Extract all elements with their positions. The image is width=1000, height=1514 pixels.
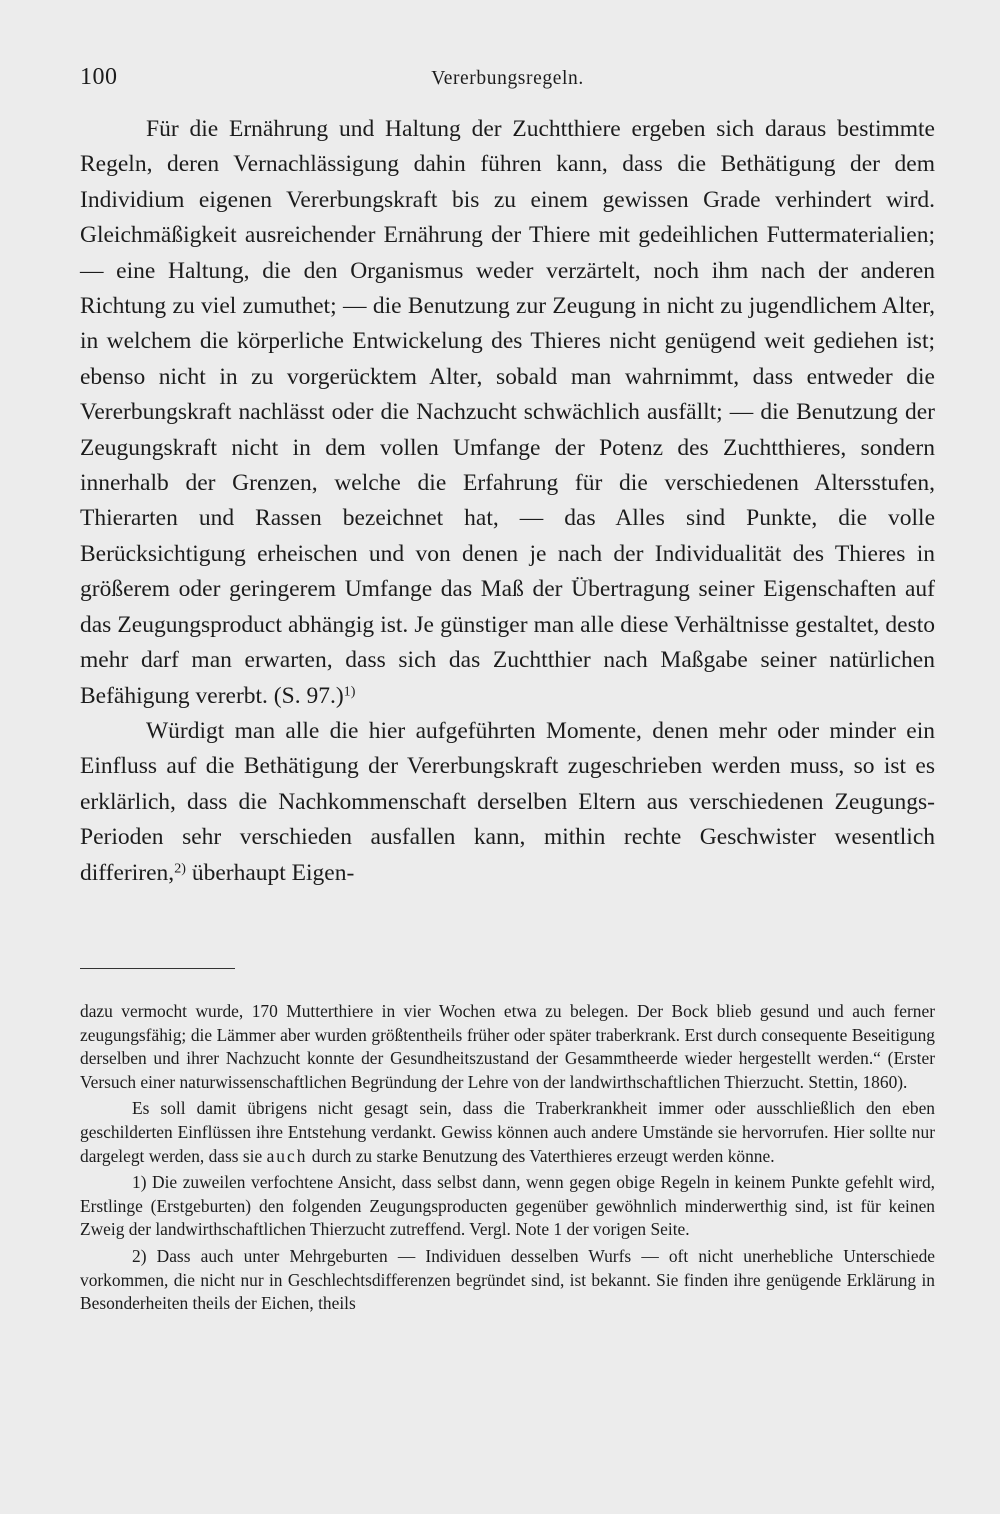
running-head: Vererbungsregeln. — [431, 68, 584, 89]
footnote-paragraph-text-b: durch zu starke Benutzung des Vaterthieres erzeugt werden könne. — [307, 1145, 775, 1166]
footnote-ref-1: 1) — [343, 682, 356, 699]
main-text — [80, 112, 935, 891]
body-paragraph-2-text-b: überhaupt Eigen- — [185, 859, 355, 886]
footnote-2: 2) Dass auch unter Mehrgeburten — Individuen desselben Wurfs — oft nicht unerhebliche Unterschiede vorkommen, die nicht nur in Geschlechtsdifferenzen begründet sind, ist bekannt. Sie finden ihre genügende Erklärung in Besonderheiten theils der Eichen, theils — [80, 1245, 935, 1314]
footnote-continuation: dazu vermocht wurde, 170 Mutterthiere in vier Wochen etwa zu belegen. Der Bock blieb gesund und auch ferner zeugungsfähig; die Lämmer aber wurden größtentheils früher oder später traberkrank. Erst durch consequente Beseitigung derselben und ihrer Nachzucht konnte der Gesundheitszustand der Gesammtheerde wieder hergestellt werden.“ (Erster Versuch einer naturwissenschaftlichen Begründung der Lehre von der landwirthschaftlichen Thierzucht. Stettin, 1860). — [80, 1001, 935, 1092]
body-paragraph-2 — [80, 714, 935, 891]
footnote-paragraph-text-a: Es soll damit übrigens nicht gesagt sein, dass die Traberkrankheit immer oder ausschließlich den eben geschilderten Einflüssen ihre Entstehung verdankt. Gewiss können auch andere Umstände sie hervorrufen. Hier sollte nur dargelegt werden, dass sie — [80, 1098, 935, 1166]
body-paragraph-1 — [80, 112, 935, 714]
footnote-paragraph — [80, 1097, 935, 1168]
footnote-ref-2: 2) — [174, 859, 186, 876]
body-paragraph-1-text: Für die Ernährung und Haltung der Zuchtthiere ergeben sich daraus bestimmte Regeln, deren Vernachlässigung dahin führen kann, dass die Bethätigung der dem Individium eigenen Vererbungskraft bis zu einem gewissen Grade verhindert wird. Gleichmäßigkeit ausreichender Ernährung der Thiere mit gedeihlichen Futtermaterialien; — eine Haltung, die den Organismus weder verzärtelt, noch ihm nach der anderen Richtung zu viel zumuthet; — die Benutzung zur Zeugung in nicht zu jugendlichem Alter, in welchem die körperliche Entwickelung des Thieres nicht genügend weit gediehen ist; ebenso nicht in zu vorgerücktem Alter, sobald man wahrnimmt, dass entweder die Vererbungskraft nachlässt oder die Nachzucht schwächlich ausfällt; — die Benutzung der Zeugungskraft nicht in dem vollen Umfange der Potenz des Zuchtthieres, sondern innerhalb der Grenzen, welche die Erfahrung für die verschiedenen Altersstufen, Thierarten und Rassen bezeichnet hat, — das Alles sind Punkte, die volle Berücksichtigung erheischen und von denen je nach der Individualität des Thieres in größerem oder geringerem Umfange das Maß der Übertragung seiner Eigenschaften auf das Zeugungsproduct abhängig ist. Je günstiger man alle diese Verhältnisse gestaltet, desto mehr darf man erwarten, dass sich das Zuchtthier nach Maßgabe seiner natürlichen Befähigung vererbt. (S. 97.) — [80, 116, 935, 709]
page-header — [80, 64, 935, 100]
footnote-emphasis: auch — [266, 1145, 308, 1166]
footnote-divider — [80, 968, 235, 969]
footnotes — [80, 1000, 935, 1316]
page-number: 100 — [80, 64, 118, 90]
body-paragraph-2-text-a: Würdigt man alle die hier aufgeführten Momente, denen mehr oder minder ein Einfluss auf die Bethätigung der Vererbungskraft zugeschrieben werden muss, so ist es erklärlich, dass die Nachkommenschaft derselben Eltern aus verschiedenen Zeugungs-Perioden sehr verschieden ausfallen kann, mithin rechte Geschwister wesentlich differiren, — [80, 717, 935, 886]
footnote-1: 1) Die zuweilen verfochtene Ansicht, dass selbst dann, wenn gegen obige Regeln in keinem Punkte gefehlt wird, Erstlinge (Erstgeburten) den folgenden Zeugungsproducten gegenüber gewöhnlich minderwerthig sind, ist für keinen Zweig der landwirthschaftlichen Thierzucht zutreffend. Vergl. Note 1 der vorigen Seite. — [80, 1172, 935, 1240]
